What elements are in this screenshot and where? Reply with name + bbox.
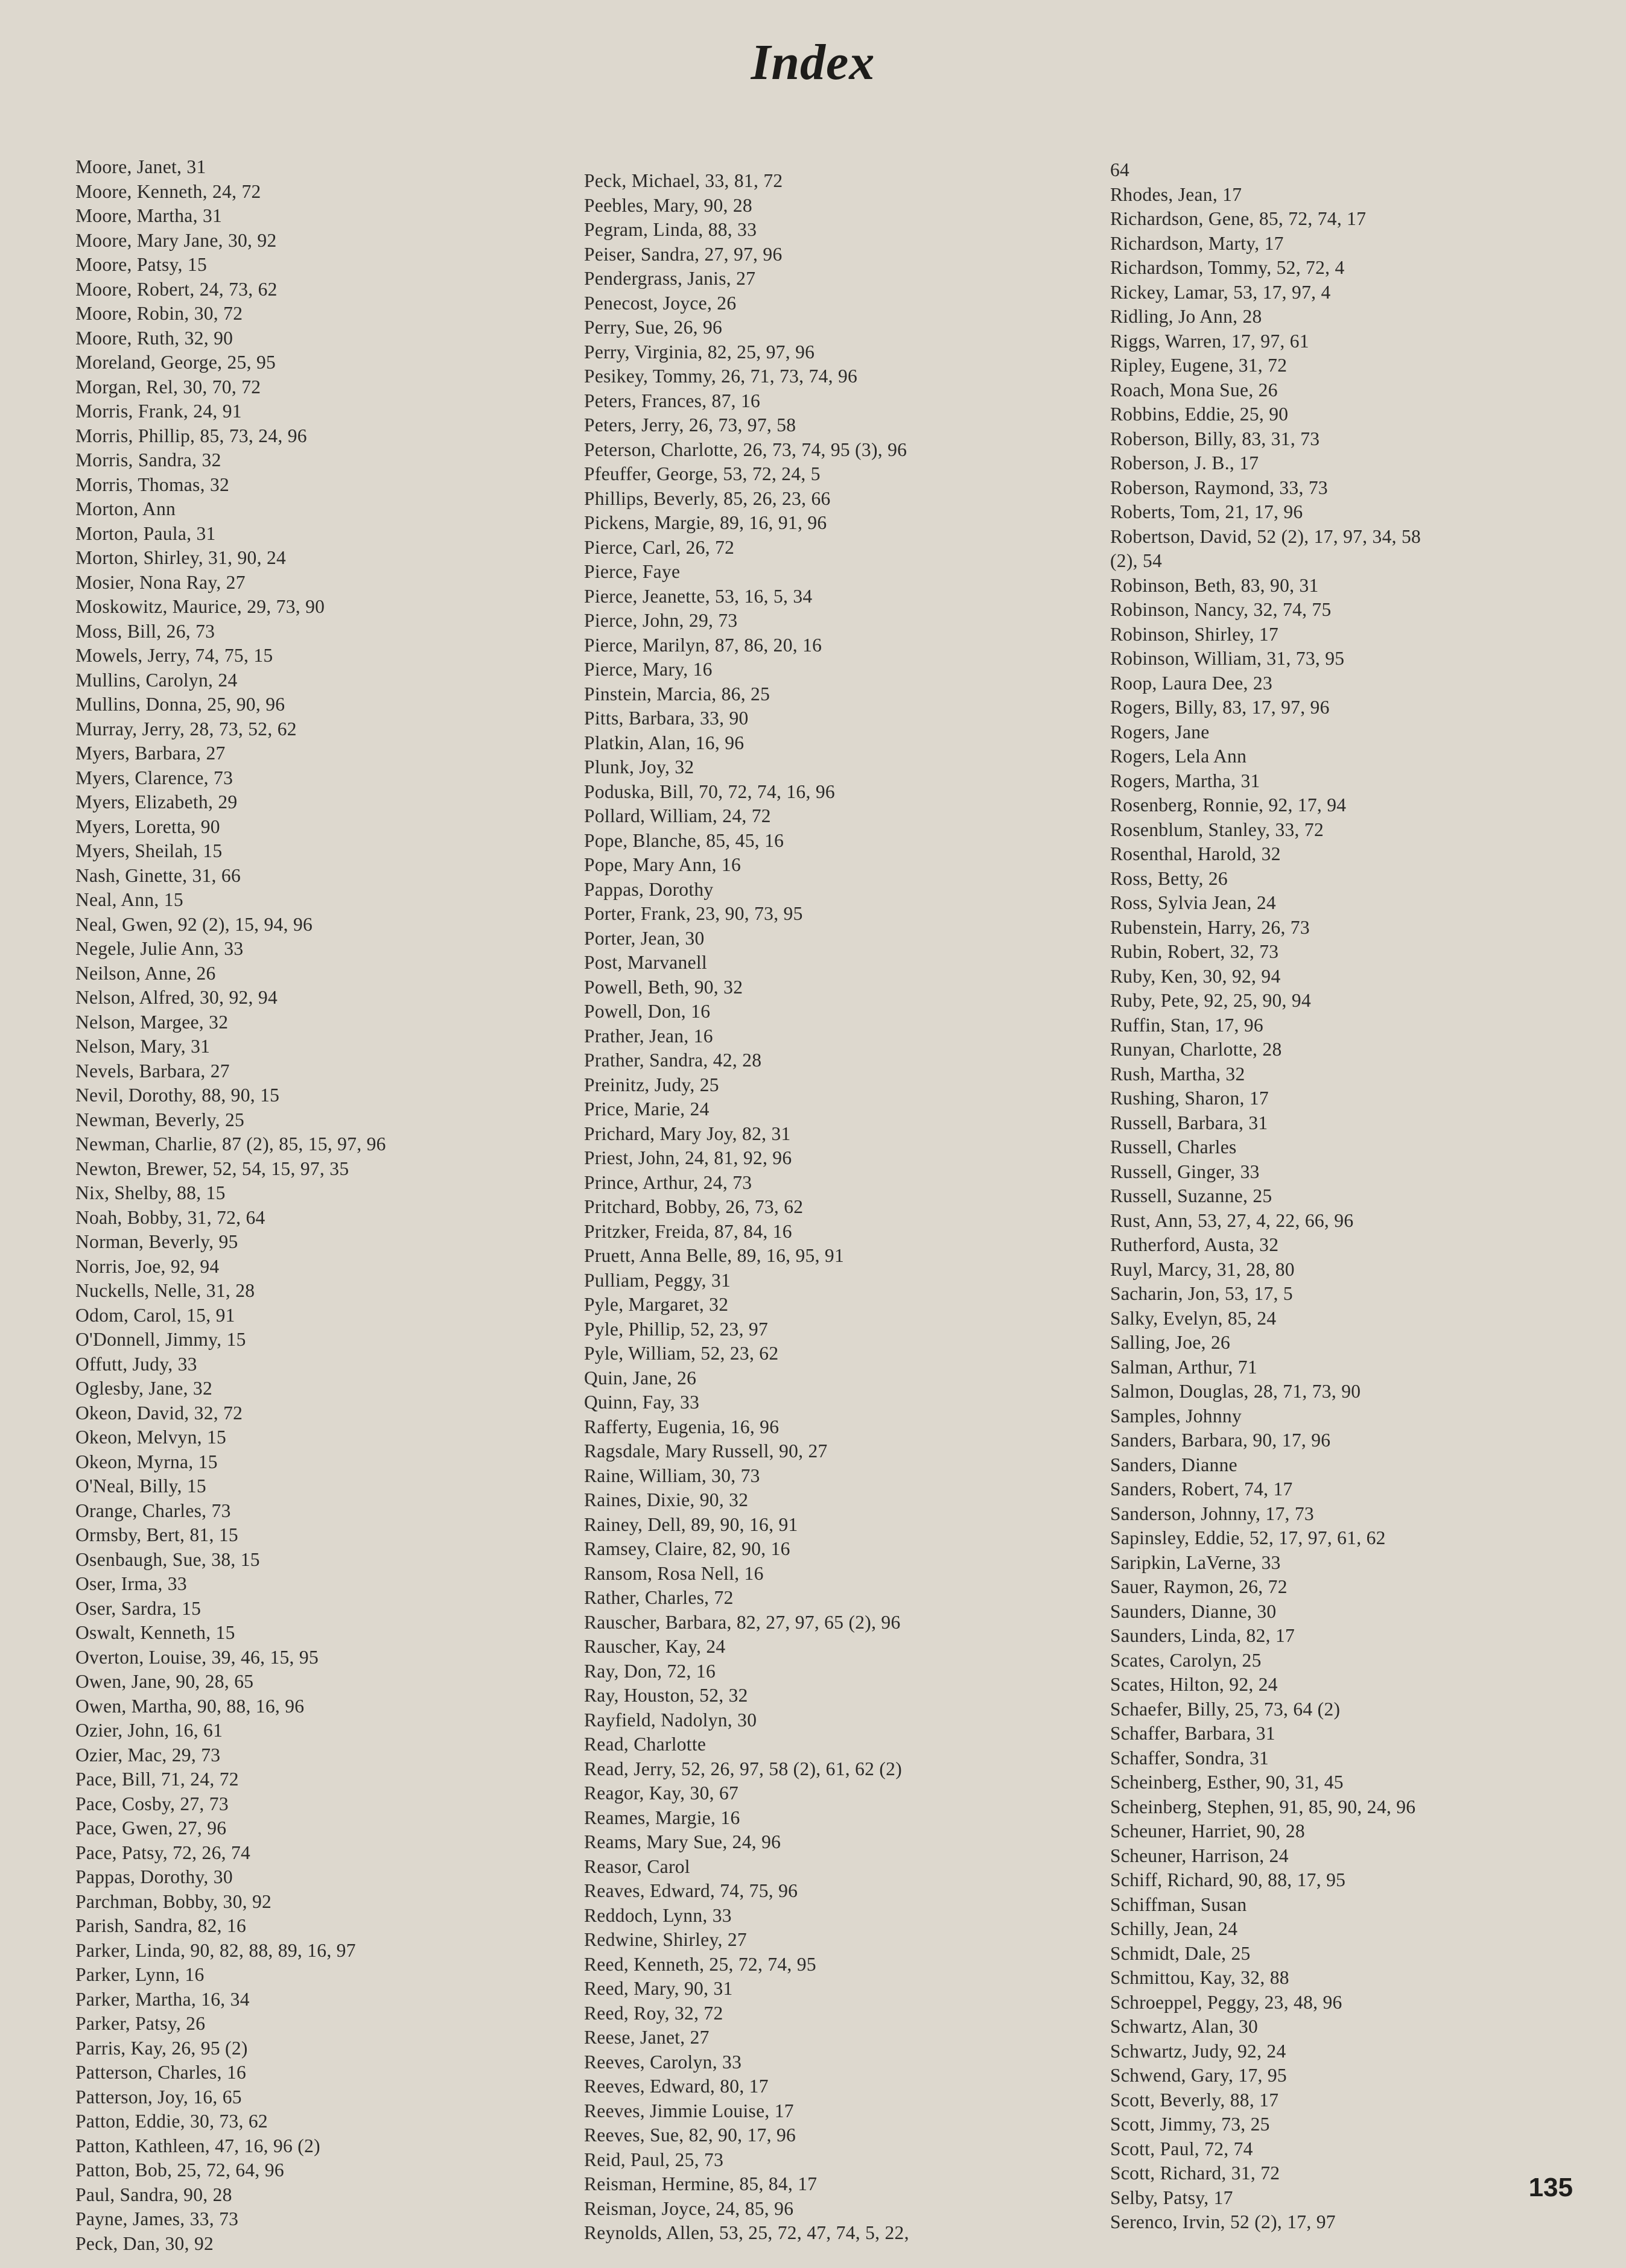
index-entry: Osenbaugh, Sue, 38, 15 bbox=[75, 1548, 260, 1570]
index-entry: Roberson, Raymond, 33, 73 bbox=[1110, 477, 1328, 498]
index-entry: Patterson, Charles, 16 bbox=[75, 2062, 247, 2083]
index-entry: Schroeppel, Peggy, 23, 48, 96 bbox=[1110, 1991, 1342, 2013]
index-entry: Mullins, Carolyn, 24 bbox=[75, 669, 238, 691]
index-entry: Schiffman, Susan bbox=[1110, 1893, 1247, 1915]
index-entry: Price, Marie, 24 bbox=[584, 1098, 710, 1120]
index-entry: Quin, Jane, 26 bbox=[584, 1367, 697, 1389]
index-entry: Read, Charlotte bbox=[584, 1734, 707, 1755]
index-entry: Pyle, William, 52, 23, 62 bbox=[584, 1343, 779, 1364]
index-entry: 64 bbox=[1110, 159, 1130, 180]
index-entry: Russell, Barbara, 31 bbox=[1110, 1112, 1268, 1133]
index-entry: Sanders, Robert, 74, 17 bbox=[1110, 1478, 1293, 1500]
index-entry: Rubin, Robert, 32, 73 bbox=[1110, 941, 1279, 962]
index-entry: Richardson, Marty, 17 bbox=[1110, 232, 1284, 254]
index-entry: Oglesby, Jane, 32 bbox=[75, 1378, 213, 1399]
index-entry: Newton, Brewer, 52, 54, 15, 97, 35 bbox=[75, 1158, 349, 1179]
index-entry: Porter, Jean, 30 bbox=[584, 927, 705, 949]
index-entry: Rosenberg, Ronnie, 92, 17, 94 bbox=[1110, 794, 1347, 816]
index-entry: Schiff, Richard, 90, 88, 17, 95 bbox=[1110, 1869, 1346, 1890]
index-entry: (2), 54 bbox=[1110, 550, 1163, 571]
index-entry: Reid, Paul, 25, 73 bbox=[584, 2149, 724, 2170]
index-entry: Newman, Beverly, 25 bbox=[75, 1109, 245, 1130]
index-entry: Patton, Eddie, 30, 73, 62 bbox=[75, 2111, 268, 2132]
index-entry: Rhodes, Jean, 17 bbox=[1110, 183, 1242, 205]
index-entry: Norris, Joe, 92, 94 bbox=[75, 1255, 220, 1277]
index-entry: Samples, Johnny bbox=[1110, 1405, 1242, 1427]
index-entry: Pace, Cosby, 27, 73 bbox=[75, 1793, 229, 1814]
index-entry: Serenco, Irvin, 52 (2), 17, 97 bbox=[1110, 2211, 1336, 2232]
index-entry: Salmon, Douglas, 28, 71, 73, 90 bbox=[1110, 1381, 1361, 1402]
index-entry: Reames, Margie, 16 bbox=[584, 1807, 740, 1828]
index-entry: Sanders, Dianne bbox=[1110, 1454, 1237, 1475]
index-entry: Morris, Phillip, 85, 73, 24, 96 bbox=[75, 425, 307, 446]
index-entry: Moore, Robert, 24, 73, 62 bbox=[75, 278, 278, 300]
index-entry: Okeon, Myrna, 15 bbox=[75, 1451, 218, 1472]
index-entry: Moore, Janet, 31 bbox=[75, 156, 206, 177]
index-entry: Ormsby, Bert, 81, 15 bbox=[75, 1524, 238, 1545]
index-entry: Saunders, Linda, 82, 17 bbox=[1110, 1625, 1295, 1646]
index-entry: Saripkin, LaVerne, 33 bbox=[1110, 1551, 1281, 1573]
index-entry: Owen, Martha, 90, 88, 16, 96 bbox=[75, 1695, 305, 1717]
index-entry: Priest, John, 24, 81, 92, 96 bbox=[584, 1147, 792, 1168]
index-entry: Pace, Gwen, 27, 96 bbox=[75, 1817, 227, 1839]
index-entry: Ruyl, Marcy, 31, 28, 80 bbox=[1110, 1258, 1295, 1280]
index-entry: Ridling, Jo Ann, 28 bbox=[1110, 306, 1262, 327]
index-entry: Nelson, Mary, 31 bbox=[75, 1036, 211, 1057]
index-entry: Pierce, John, 29, 73 bbox=[584, 610, 738, 631]
index-column-2 bbox=[584, 169, 1091, 2246]
index-entry: Pyle, Phillip, 52, 23, 97 bbox=[584, 1318, 769, 1340]
index-entry: Rayfield, Nadolyn, 30 bbox=[584, 1709, 757, 1731]
index-entry: Roach, Mona Sue, 26 bbox=[1110, 379, 1278, 401]
index-entry: Reeves, Jimmie Louise, 17 bbox=[584, 2100, 794, 2121]
index-entry: Ruffin, Stan, 17, 96 bbox=[1110, 1014, 1263, 1036]
index-entry: Mosier, Nona Ray, 27 bbox=[75, 571, 246, 593]
index-entry: Moore, Mary Jane, 30, 92 bbox=[75, 229, 277, 251]
index-entry: Parker, Martha, 16, 34 bbox=[75, 1988, 250, 2010]
index-entry: Robinson, Shirley, 17 bbox=[1110, 623, 1279, 645]
index-entry: Neilson, Anne, 26 bbox=[75, 962, 216, 984]
index-entry: Robinson, William, 31, 73, 95 bbox=[1110, 648, 1345, 669]
index-entry: Pendergrass, Janis, 27 bbox=[584, 268, 756, 289]
index-entry: Raine, William, 30, 73 bbox=[584, 1465, 760, 1486]
index-entry: Ramsey, Claire, 82, 90, 16 bbox=[584, 1538, 790, 1559]
index-entry: Pierce, Faye bbox=[584, 561, 681, 582]
index-entry: Robertson, David, 52 (2), 17, 97, 34, 58 bbox=[1110, 525, 1421, 547]
index-entry: Rushing, Sharon, 17 bbox=[1110, 1088, 1269, 1109]
index-entry: Roberson, Billy, 83, 31, 73 bbox=[1110, 428, 1320, 449]
index-entry: Norman, Beverly, 95 bbox=[75, 1231, 238, 1252]
index-entry: Roop, Laura Dee, 23 bbox=[1110, 672, 1272, 694]
index-entry: Scheuner, Harrison, 24 bbox=[1110, 1845, 1289, 1866]
index-entry: Overton, Louise, 39, 46, 15, 95 bbox=[75, 1646, 319, 1668]
index-entry: Nevels, Barbara, 27 bbox=[75, 1060, 230, 1082]
index-column-1 bbox=[75, 155, 582, 2256]
index-entry: Rogers, Jane bbox=[1110, 721, 1210, 743]
index-entry: Nevil, Dorothy, 88, 90, 15 bbox=[75, 1085, 280, 1106]
index-entry: Rogers, Martha, 31 bbox=[1110, 770, 1260, 791]
index-entry: Riggs, Warren, 17, 97, 61 bbox=[1110, 330, 1309, 352]
index-entry: Read, Jerry, 52, 26, 97, 58 (2), 61, 62 (2) bbox=[584, 1758, 903, 1779]
index-entry: Ross, Sylvia Jean, 24 bbox=[1110, 892, 1276, 913]
index-entry: Patterson, Joy, 16, 65 bbox=[75, 2086, 242, 2108]
index-entry: Robbins, Eddie, 25, 90 bbox=[1110, 404, 1289, 425]
index-entry: Scheuner, Harriet, 90, 28 bbox=[1110, 1820, 1305, 1842]
index-entry: Reed, Roy, 32, 72 bbox=[584, 2002, 723, 2024]
index-entry: Parker, Patsy, 26 bbox=[75, 2013, 206, 2034]
index-entry: Peterson, Charlotte, 26, 73, 74, 95 (3), 96 bbox=[584, 439, 907, 460]
index-entry: Parish, Sandra, 82, 16 bbox=[75, 1915, 247, 1936]
index-entry: Ozier, John, 16, 61 bbox=[75, 1720, 223, 1741]
index-entry: Pegram, Linda, 88, 33 bbox=[584, 219, 757, 240]
index-entry: Prichard, Mary Joy, 82, 31 bbox=[584, 1123, 791, 1144]
index-entry: Rust, Ann, 53, 27, 4, 22, 66, 96 bbox=[1110, 1209, 1354, 1231]
index-entry: Ozier, Mac, 29, 73 bbox=[75, 1744, 221, 1766]
index-entry: Nuckells, Nelle, 31, 28 bbox=[75, 1280, 255, 1301]
index-entry: Moore, Kenneth, 24, 72 bbox=[75, 180, 261, 202]
index-entry: Moore, Patsy, 15 bbox=[75, 254, 207, 275]
index-entry: Moreland, George, 25, 95 bbox=[75, 352, 276, 373]
index-entry: Scates, Hilton, 92, 24 bbox=[1110, 1674, 1278, 1695]
index-entry: Pruett, Anna Belle, 89, 16, 95, 91 bbox=[584, 1245, 845, 1266]
index-entry: Salling, Joe, 26 bbox=[1110, 1332, 1231, 1353]
index-entry: Ripley, Eugene, 31, 72 bbox=[1110, 355, 1288, 376]
index-entry: Rogers, Lela Ann bbox=[1110, 746, 1247, 767]
index-entry: Robinson, Beth, 83, 90, 31 bbox=[1110, 574, 1319, 596]
index-entry: Morton, Paula, 31 bbox=[75, 522, 216, 544]
index-entry: Neal, Ann, 15 bbox=[75, 889, 183, 910]
index-entry: Paul, Sandra, 90, 28 bbox=[75, 2184, 232, 2205]
index-entry: Rather, Charles, 72 bbox=[584, 1587, 734, 1608]
index-entry: Russell, Charles bbox=[1110, 1136, 1237, 1158]
index-entry: Morris, Sandra, 32 bbox=[75, 449, 221, 470]
index-entry: Platkin, Alan, 16, 96 bbox=[584, 732, 745, 753]
index-entry: Penecost, Joyce, 26 bbox=[584, 292, 737, 314]
index-entry: Myers, Barbara, 27 bbox=[75, 743, 226, 764]
index-entry: Rosenthal, Harold, 32 bbox=[1110, 843, 1281, 864]
index-entry: Pritzker, Freida, 87, 84, 16 bbox=[584, 1220, 792, 1242]
index-entry: Pace, Patsy, 72, 26, 74 bbox=[75, 1842, 251, 1863]
index-entry: Reed, Kenneth, 25, 72, 74, 95 bbox=[584, 1953, 816, 1975]
index-entry: Pulliam, Peggy, 31 bbox=[584, 1269, 731, 1291]
index-entry: Powell, Beth, 90, 32 bbox=[584, 976, 743, 998]
index-entry: Moskowitz, Maurice, 29, 73, 90 bbox=[75, 596, 325, 617]
index-entry: Patton, Kathleen, 47, 16, 96 (2) bbox=[75, 2135, 320, 2156]
index-entry: Sanders, Barbara, 90, 17, 96 bbox=[1110, 1430, 1331, 1451]
index-entry: Ray, Don, 72, 16 bbox=[584, 1660, 716, 1682]
index-entry: Perry, Sue, 26, 96 bbox=[584, 317, 723, 338]
page-title: Index bbox=[751, 34, 875, 90]
index-entry: Ray, Houston, 52, 32 bbox=[584, 1685, 748, 1706]
index-entry: Peebles, Mary, 90, 28 bbox=[584, 194, 752, 216]
index-entry: Pierce, Mary, 16 bbox=[584, 659, 713, 680]
index-entry: Sauer, Raymon, 26, 72 bbox=[1110, 1576, 1288, 1597]
index-entry: Perry, Virginia, 82, 25, 97, 96 bbox=[584, 341, 815, 363]
index-entry: Pope, Blanche, 85, 45, 16 bbox=[584, 829, 784, 851]
index-entry: Reisman, Joyce, 24, 85, 96 bbox=[584, 2197, 794, 2219]
index-entry: Schmidt, Dale, 25 bbox=[1110, 1942, 1251, 1964]
index-entry: Pierce, Jeanette, 53, 16, 5, 34 bbox=[584, 585, 813, 607]
index-entry: Reeves, Edward, 80, 17 bbox=[584, 2076, 769, 2097]
index-entry: Myers, Clarence, 73 bbox=[75, 767, 233, 788]
index-entry: Scates, Carolyn, 25 bbox=[1110, 1649, 1262, 1671]
index-entry: Prince, Arthur, 24, 73 bbox=[584, 1171, 752, 1193]
index-entry: Mowels, Jerry, 74, 75, 15 bbox=[75, 645, 273, 666]
index-entry: Morton, Shirley, 31, 90, 24 bbox=[75, 547, 287, 568]
index-entry: Peck, Michael, 33, 81, 72 bbox=[584, 170, 783, 191]
index-entry: Reasor, Carol bbox=[584, 1855, 690, 1877]
index-entry: Sapinsley, Eddie, 52, 17, 97, 61, 62 bbox=[1110, 1527, 1386, 1548]
index-entry: Rutherford, Austa, 32 bbox=[1110, 1234, 1279, 1255]
index-entry: Powell, Don, 16 bbox=[584, 1001, 711, 1022]
index-entry: Negele, Julie Ann, 33 bbox=[75, 938, 244, 959]
index-entry: Post, Marvanell bbox=[584, 952, 707, 973]
index-entry: Moore, Ruth, 32, 90 bbox=[75, 327, 233, 349]
index-entry: Sacharin, Jon, 53, 17, 5 bbox=[1110, 1283, 1293, 1304]
index-entry: Pierce, Carl, 26, 72 bbox=[584, 536, 735, 558]
index-entry: Schaefer, Billy, 25, 73, 64 (2) bbox=[1110, 1698, 1341, 1720]
index-entry: Pfeuffer, George, 53, 72, 24, 5 bbox=[584, 463, 821, 484]
index-entry: Pierce, Marilyn, 87, 86, 20, 16 bbox=[584, 634, 822, 656]
index-entry: Neal, Gwen, 92 (2), 15, 94, 96 bbox=[75, 913, 313, 935]
index-entry: Schwartz, Alan, 30 bbox=[1110, 2016, 1259, 2037]
index-entry: Scheinberg, Stephen, 91, 85, 90, 24, 96 bbox=[1110, 1796, 1416, 1817]
index-entry: Ragsdale, Mary Russell, 90, 27 bbox=[584, 1440, 828, 1462]
index-entry: Pesikey, Tommy, 26, 71, 73, 74, 96 bbox=[584, 366, 858, 387]
index-entry: Redwine, Shirley, 27 bbox=[584, 1929, 747, 1950]
index-entry: Robinson, Nancy, 32, 74, 75 bbox=[1110, 599, 1332, 620]
index-entry: Reams, Mary Sue, 24, 96 bbox=[584, 1831, 781, 1852]
index-entry: Peck, Dan, 30, 92 bbox=[75, 2232, 214, 2254]
index-entry: Moore, Robin, 30, 72 bbox=[75, 303, 243, 324]
index-entry: Murray, Jerry, 28, 73, 52, 62 bbox=[75, 718, 297, 740]
index-entry: Pitts, Barbara, 33, 90 bbox=[584, 708, 749, 729]
index-entry: Selby, Patsy, 17 bbox=[1110, 2187, 1233, 2208]
index-entry: Russell, Ginger, 33 bbox=[1110, 1161, 1260, 1182]
index-entry: Mullins, Donna, 25, 90, 96 bbox=[75, 694, 285, 715]
index-entry: Rogers, Billy, 83, 17, 97, 96 bbox=[1110, 697, 1330, 718]
index-entry: Myers, Sheilah, 15 bbox=[75, 840, 223, 861]
index-entry: Payne, James, 33, 73 bbox=[75, 2208, 239, 2229]
index-entry: Salman, Arthur, 71 bbox=[1110, 1356, 1257, 1378]
index-entry: Noah, Bobby, 31, 72, 64 bbox=[75, 1206, 265, 1228]
index-entry: Rainey, Dell, 89, 90, 16, 91 bbox=[584, 1513, 798, 1535]
index-entry: Schwartz, Judy, 92, 24 bbox=[1110, 2040, 1286, 2062]
index-entry: Scott, Paul, 72, 74 bbox=[1110, 2138, 1253, 2159]
index-entry: Oser, Irma, 33 bbox=[75, 1573, 187, 1594]
index-entry: Phillips, Beverly, 85, 26, 23, 66 bbox=[584, 487, 831, 509]
index-entry: Orange, Charles, 73 bbox=[75, 1500, 231, 1521]
index-entry: Myers, Elizabeth, 29 bbox=[75, 791, 238, 812]
index-entry: Reed, Mary, 90, 31 bbox=[584, 1978, 733, 1999]
index-entry: Scott, Richard, 31, 72 bbox=[1110, 2162, 1280, 2184]
index-entry: Pritchard, Bobby, 26, 73, 62 bbox=[584, 1196, 804, 1217]
index-entry: O'Donnell, Jimmy, 15 bbox=[75, 1329, 246, 1350]
index-entry: Schilly, Jean, 24 bbox=[1110, 1918, 1238, 1939]
index-entry: Pace, Bill, 71, 24, 72 bbox=[75, 1769, 239, 1790]
index-entry: Offutt, Judy, 33 bbox=[75, 1353, 197, 1375]
index-entry: Ruby, Pete, 92, 25, 90, 94 bbox=[1110, 990, 1311, 1011]
index-entry: Saunders, Dianne, 30 bbox=[1110, 1600, 1277, 1622]
index-entry: Rosenblum, Stanley, 33, 72 bbox=[1110, 819, 1324, 840]
index-entry: Okeon, David, 32, 72 bbox=[75, 1402, 243, 1424]
index-entry: Parchman, Bobby, 30, 92 bbox=[75, 1890, 272, 1912]
index-entry: Pinstein, Marcia, 86, 25 bbox=[584, 683, 770, 705]
index-entry: Peters, Frances, 87, 16 bbox=[584, 390, 761, 411]
index-entry: Russell, Suzanne, 25 bbox=[1110, 1185, 1272, 1206]
index-entry: Moore, Martha, 31 bbox=[75, 205, 223, 226]
index-entry: Myers, Loretta, 90 bbox=[75, 816, 220, 837]
index-entry: Patton, Bob, 25, 72, 64, 96 bbox=[75, 2159, 284, 2181]
index-entry: Schaffer, Sondra, 31 bbox=[1110, 1747, 1269, 1769]
index-entry: Schwend, Gary, 17, 95 bbox=[1110, 2065, 1287, 2086]
index-entry: Rauscher, Barbara, 82, 27, 97, 65 (2), 96 bbox=[584, 1611, 901, 1633]
index-entry: O'Neal, Billy, 15 bbox=[75, 1475, 206, 1497]
index-entry: Preinitz, Judy, 25 bbox=[584, 1074, 719, 1095]
index-entry: Owen, Jane, 90, 28, 65 bbox=[75, 1671, 254, 1692]
index-entry: Pappas, Dorothy, 30 bbox=[75, 1866, 233, 1887]
index-entry: Reynolds, Allen, 53, 25, 72, 47, 74, 5, 22, bbox=[584, 2222, 909, 2243]
index-entry: Salky, Evelyn, 85, 24 bbox=[1110, 1307, 1277, 1329]
index-entry: Oswalt, Kenneth, 15 bbox=[75, 1622, 235, 1643]
index-entry: Reagor, Kay, 30, 67 bbox=[584, 1782, 739, 1804]
index-entry: Parker, Linda, 90, 82, 88, 89, 16, 97 bbox=[75, 1939, 356, 1961]
index-entry: Scheinberg, Esther, 90, 31, 45 bbox=[1110, 1772, 1344, 1793]
index-entry: Morton, Ann bbox=[75, 498, 176, 519]
index-entry: Ruby, Ken, 30, 92, 94 bbox=[1110, 965, 1281, 987]
index-entry: Schmittou, Kay, 32, 88 bbox=[1110, 1967, 1289, 1988]
index-entry: Ransom, Rosa Nell, 16 bbox=[584, 1562, 764, 1584]
index-entry: Moss, Bill, 26, 73 bbox=[75, 620, 215, 642]
index-entry: Rafferty, Eugenia, 16, 96 bbox=[584, 1416, 780, 1437]
index-entry: Rush, Martha, 32 bbox=[1110, 1063, 1245, 1085]
index-entry: Ross, Betty, 26 bbox=[1110, 867, 1228, 889]
index-entry: Schaffer, Barbara, 31 bbox=[1110, 1723, 1275, 1744]
index-entry: Sanderson, Johnny, 17, 73 bbox=[1110, 1503, 1314, 1524]
index-entry: Plunk, Joy, 32 bbox=[584, 756, 694, 778]
index-entry: Quinn, Fay, 33 bbox=[584, 1392, 700, 1413]
index-entry: Parker, Lynn, 16 bbox=[75, 1964, 205, 1985]
index-entry: Raines, Dixie, 90, 32 bbox=[584, 1489, 749, 1510]
index-entry: Morgan, Rel, 30, 70, 72 bbox=[75, 376, 261, 398]
index-entry: Pollard, William, 24, 72 bbox=[584, 805, 771, 826]
index-entry: Nix, Shelby, 88, 15 bbox=[75, 1182, 226, 1203]
index-entry: Reeves, Carolyn, 33 bbox=[584, 2051, 742, 2073]
index-entry: Peiser, Sandra, 27, 97, 96 bbox=[584, 243, 783, 265]
page-number: 135 bbox=[1528, 2173, 1573, 2202]
index-entry: Pappas, Dorothy bbox=[584, 878, 714, 900]
index-entry: Runyan, Charlotte, 28 bbox=[1110, 1039, 1282, 1060]
index-entry: Reaves, Edward, 74, 75, 96 bbox=[584, 1880, 798, 1901]
index-entry: Reeves, Sue, 82, 90, 17, 96 bbox=[584, 2124, 796, 2146]
index-entry: Morris, Frank, 24, 91 bbox=[75, 401, 242, 422]
index-entry: Rickey, Lamar, 53, 17, 97, 4 bbox=[1110, 281, 1331, 303]
index-entry: Reddoch, Lynn, 33 bbox=[584, 1904, 732, 1926]
index-entry: Poduska, Bill, 70, 72, 74, 16, 96 bbox=[584, 781, 835, 802]
index-entry: Prather, Jean, 16 bbox=[584, 1025, 713, 1047]
index-entry: Richardson, Gene, 85, 72, 74, 17 bbox=[1110, 208, 1367, 229]
index-entry: Newman, Charlie, 87 (2), 85, 15, 97, 96 bbox=[75, 1133, 386, 1155]
index-entry: Porter, Frank, 23, 90, 73, 95 bbox=[584, 903, 803, 924]
index-entry: Oser, Sardra, 15 bbox=[75, 1597, 202, 1619]
index-entry: Morris, Thomas, 32 bbox=[75, 474, 230, 495]
index-entry: Parris, Kay, 26, 95 (2) bbox=[75, 2037, 248, 2059]
index-entry: Pope, Mary Ann, 16 bbox=[584, 854, 742, 875]
index-entry: Nelson, Margee, 32 bbox=[75, 1011, 229, 1033]
index-entry: Odom, Carol, 15, 91 bbox=[75, 1304, 235, 1326]
index-entry: Pyle, Margaret, 32 bbox=[584, 1294, 729, 1315]
index-entry: Pickens, Margie, 89, 16, 91, 96 bbox=[584, 512, 827, 533]
index-entry: Reisman, Hermine, 85, 84, 17 bbox=[584, 2173, 818, 2194]
index-entry: Rauscher, Kay, 24 bbox=[584, 1636, 726, 1657]
index-entry: Okeon, Melvyn, 15 bbox=[75, 1427, 227, 1448]
index-entry: Nelson, Alfred, 30, 92, 94 bbox=[75, 987, 278, 1008]
index-column-3 bbox=[1110, 158, 1617, 2235]
index-entry: Reese, Janet, 27 bbox=[584, 2027, 710, 2048]
index-entry: Peters, Jerry, 26, 73, 97, 58 bbox=[584, 414, 796, 436]
index-entry: Richardson, Tommy, 52, 72, 4 bbox=[1110, 257, 1345, 278]
index-entry: Prather, Sandra, 42, 28 bbox=[584, 1050, 762, 1071]
index-entry: Rubenstein, Harry, 26, 73 bbox=[1110, 916, 1310, 938]
index-entry: Scott, Beverly, 88, 17 bbox=[1110, 2089, 1279, 2111]
index-entry: Nash, Ginette, 31, 66 bbox=[75, 864, 241, 886]
index-entry: Roberts, Tom, 21, 17, 96 bbox=[1110, 501, 1303, 522]
index-entry: Roberson, J. B., 17 bbox=[1110, 452, 1259, 474]
index-entry: Scott, Jimmy, 73, 25 bbox=[1110, 2114, 1270, 2135]
